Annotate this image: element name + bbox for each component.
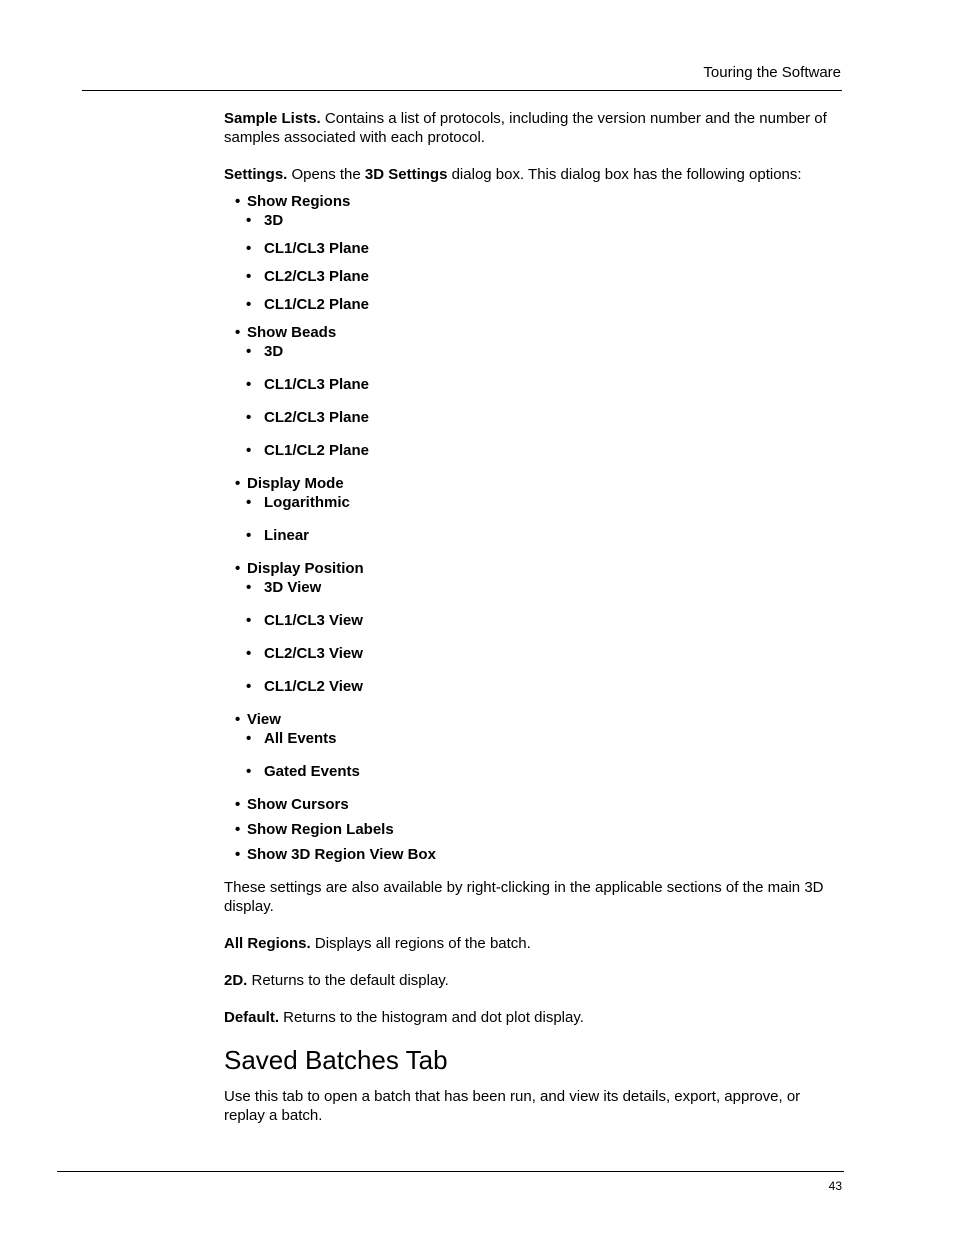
sub-option-list xyxy=(224,729,842,781)
sub-option-list xyxy=(224,211,842,314)
two-d-term: 2D. xyxy=(224,972,248,989)
page-content xyxy=(224,109,842,1143)
settings-term: Settings. xyxy=(224,166,288,183)
all-regions-text: Displays all regions of the batch. xyxy=(310,935,531,952)
sample-lists-term: Sample Lists. xyxy=(224,110,321,127)
sub-option: • CL2/CL3 Plane xyxy=(224,267,842,286)
option-display-mode xyxy=(224,474,842,545)
option-display-position xyxy=(224,559,842,696)
sample-lists-paragraph xyxy=(224,109,842,147)
sub-option: • CL1/CL3 Plane xyxy=(224,375,842,394)
saved-batches-paragraph: Use this tab to open a batch that has been run, and view its details, export, approve, or replay a batch. xyxy=(224,1088,801,1124)
sub-option: • Logarithmic xyxy=(224,493,842,512)
option-show-cursors: • Show Cursors xyxy=(224,795,842,814)
sub-option: • CL1/CL2 View xyxy=(224,677,842,696)
sub-option-list xyxy=(224,578,842,696)
option-view xyxy=(224,710,842,781)
sub-option: • Gated Events xyxy=(224,762,842,781)
settings-paragraph xyxy=(224,165,842,184)
sub-option: • All Events xyxy=(224,729,842,748)
footer-divider xyxy=(57,1171,844,1172)
option-label: • Show Beads xyxy=(224,323,842,342)
sub-option: • 3D xyxy=(224,211,842,230)
default-paragraph xyxy=(224,1008,842,1027)
sub-option: • CL1/CL3 View xyxy=(224,611,842,630)
settings-options-list xyxy=(224,192,842,864)
option-show-beads xyxy=(224,323,842,460)
sub-option: • CL1/CL2 Plane xyxy=(224,441,842,460)
sub-option: • CL1/CL2 Plane xyxy=(224,295,842,314)
settings-note-paragraph: These settings are also available by right-clicking in the applicable sections of the main 3D display. xyxy=(224,879,824,915)
option-label: • Show Regions xyxy=(224,192,842,211)
running-header: Touring the Software xyxy=(703,64,841,81)
all-regions-paragraph xyxy=(224,934,842,953)
page-number: 43 xyxy=(828,1179,842,1193)
settings-text-before: Opens the xyxy=(287,166,365,183)
option-show-3d-region-view-box: • Show 3D Region View Box xyxy=(224,845,842,864)
sub-option: • Linear xyxy=(224,526,842,545)
sub-option-list xyxy=(224,493,842,545)
saved-batches-heading: Saved Batches Tab xyxy=(224,1045,448,1075)
option-label: • Display Mode xyxy=(224,474,842,493)
header-divider xyxy=(82,90,842,91)
all-regions-term: All Regions. xyxy=(224,935,311,952)
sub-option: • CL1/CL3 Plane xyxy=(224,239,842,258)
two-d-paragraph xyxy=(224,971,842,990)
sub-option-list xyxy=(224,342,842,460)
option-label: • View xyxy=(224,710,842,729)
sub-option: • CL2/CL3 Plane xyxy=(224,408,842,427)
option-show-regions xyxy=(224,192,842,314)
default-term: Default. xyxy=(224,1009,280,1026)
default-text: Returns to the histogram and dot plot display. xyxy=(279,1009,584,1026)
sub-option: • 3D xyxy=(224,342,842,361)
sub-option: • CL2/CL3 View xyxy=(224,644,842,663)
settings-text-after: dialog box. This dialog box has the following options: xyxy=(447,166,802,183)
option-show-region-labels: • Show Region Labels xyxy=(224,820,842,839)
settings-dialog-name: 3D Settings xyxy=(364,166,448,183)
two-d-text: Returns to the default display. xyxy=(247,972,449,989)
option-label: • Display Position xyxy=(224,559,842,578)
sub-option: • 3D View xyxy=(224,578,842,597)
sample-lists-text: Contains a list of protocols, including the version number and the number of samples associated with each protocol. xyxy=(224,110,827,146)
